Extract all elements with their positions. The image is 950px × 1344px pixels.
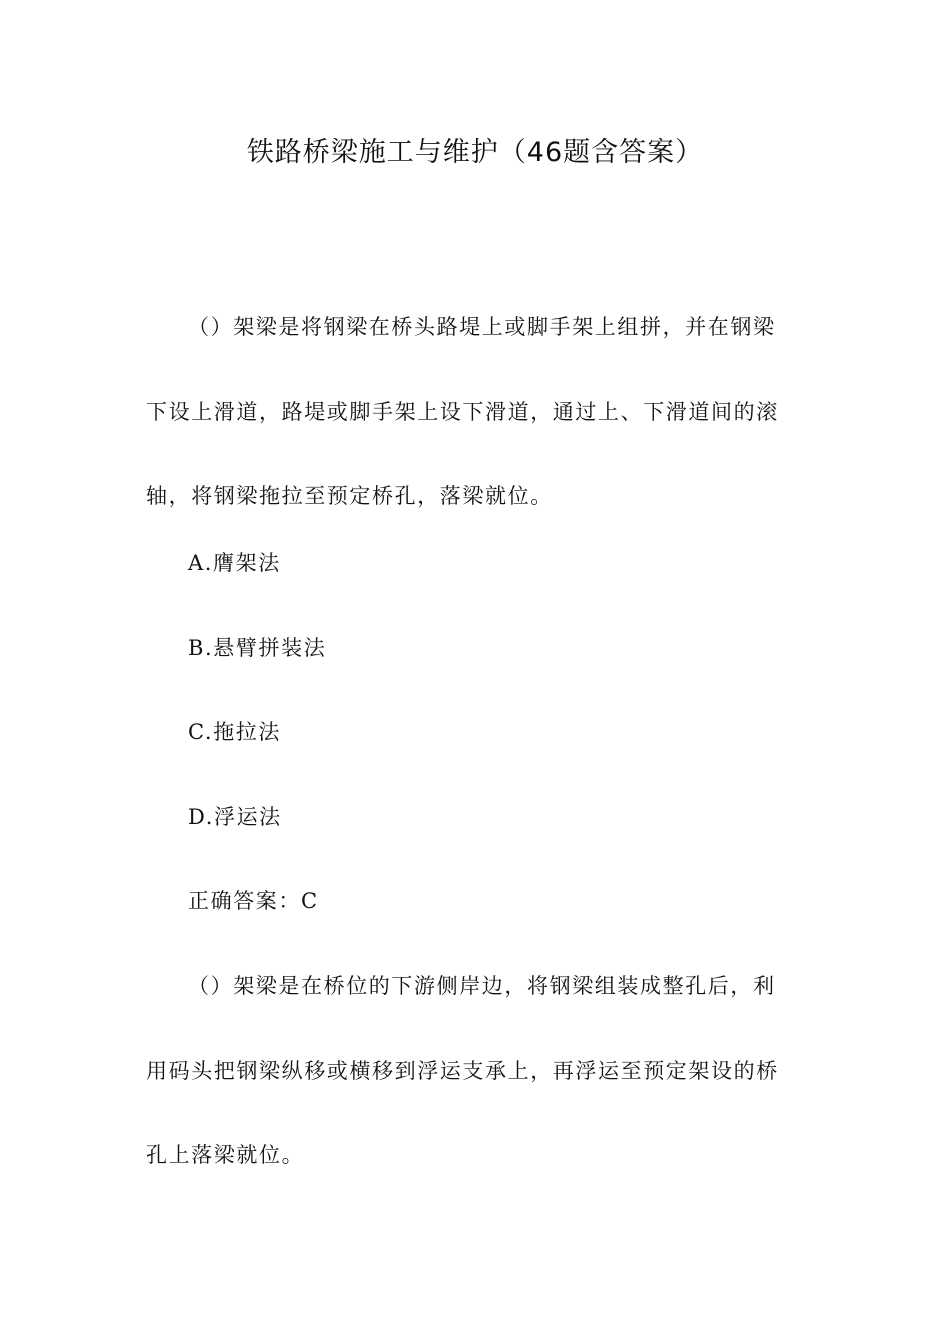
- question-1-text: （）架梁是将钢梁在桥头路堤上或脚手架上组拼，并在钢梁下设上滑道，路堤或脚手架上设下滑道，通过上、下滑道间的滚轴，将钢梁拖拉至预定桥孔，落梁就位。: [146, 315, 779, 508]
- question-1-option-c: C.拖拉法: [188, 720, 281, 744]
- question-1-option-a: A.膺架法: [188, 551, 281, 575]
- question-1-option-b: B.悬臂拼装法: [188, 636, 327, 660]
- question-2-text: （）架梁是在桥位的下游侧岸边，将钢梁组装成整孔后，利用码头把钢梁纵移或横移到浮运支承上，再浮运至预定架设的桥孔上落梁就位。: [146, 974, 779, 1167]
- question-1-option-d: D.浮运法: [188, 805, 282, 829]
- question-1-answer: 正确答案：C: [188, 889, 319, 913]
- page-title: 铁路桥梁施工与维护（46题含答案）: [246, 137, 704, 168]
